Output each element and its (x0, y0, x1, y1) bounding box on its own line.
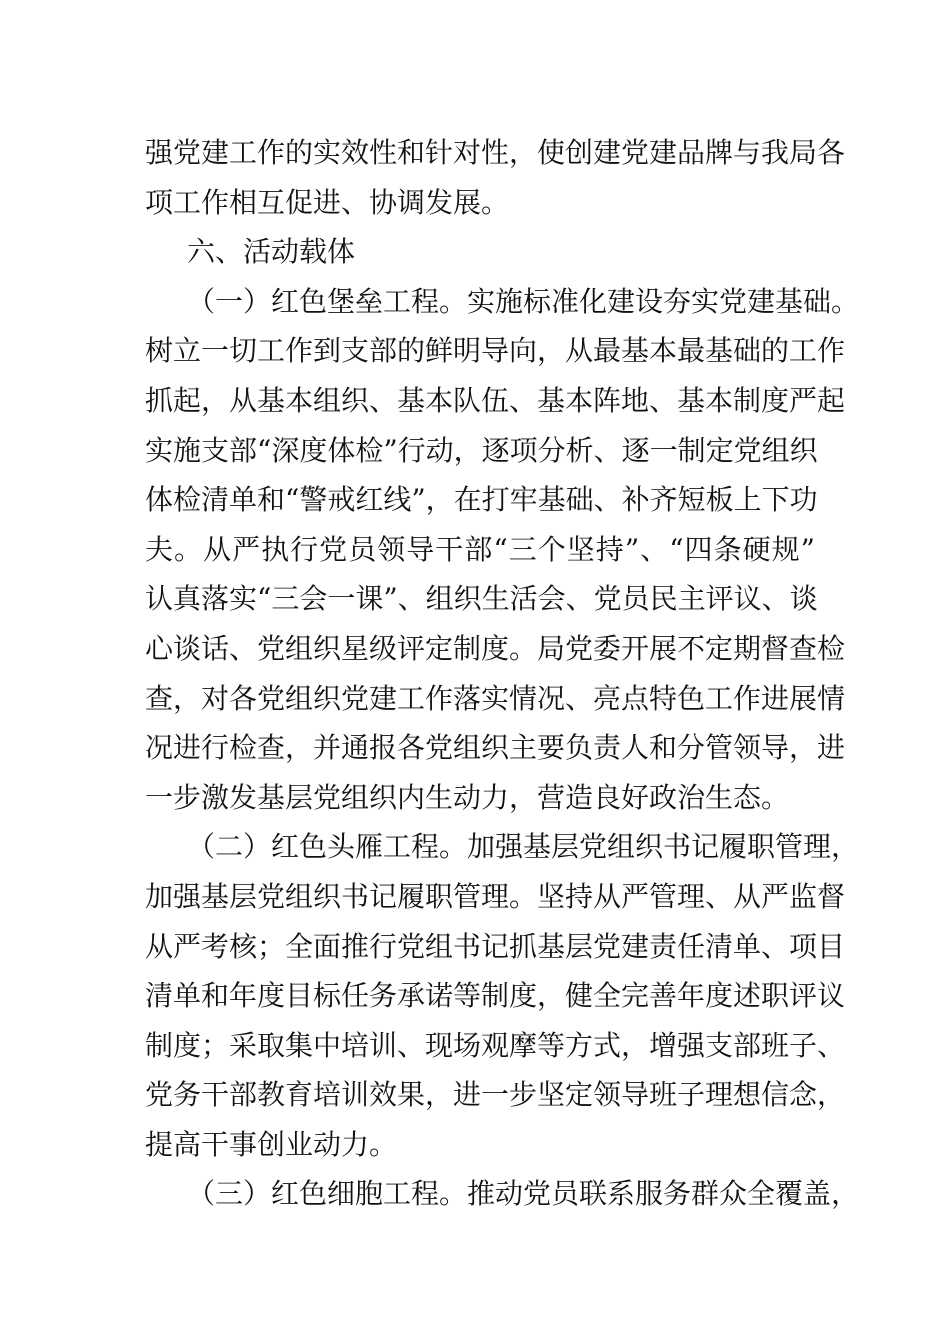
text-line: 体检清单和“警戒红线”，在打牢基础、补齐短板上下功 (145, 483, 818, 517)
text-line: 认真落实“三会一课”、组织生活会、党员民主评议、谈 (145, 582, 818, 616)
text-line: 党务干部教育培训效果，进一步坚定领导班子理想信念， (145, 1078, 846, 1112)
text-line: 夫。从严执行党员领导干部“三个坚持”、“四条硬规” (145, 532, 815, 566)
text-line: 加强基层党组织书记履职管理。坚持从严管理、从严监督 (145, 879, 846, 913)
text-line: 况进行检查，并通报各党组织主要负责人和分管领导，进 (145, 731, 846, 765)
text-line: 树立一切工作到支部的鲜明导向，从最基本最基础的工作 (145, 334, 846, 368)
text-line: 一步激发基层党组织内生动力，营造良好政治生态。 (145, 780, 790, 814)
text-line: 实施支部“深度体检”行动，逐项分析、逐一制定党组织 (145, 433, 818, 467)
document-body (145, 128, 860, 1219)
subsection-heading-line: （一）红色堡垒工程。实施标准化建设夯实党建基础。 (187, 284, 860, 318)
text-line: 提高干事创业动力。 (145, 1127, 398, 1161)
text-line: 强党建工作的实效性和针对性，使创建党建品牌与我局各 (145, 136, 846, 169)
text-line: 查，对各党组织党建工作落实情况、亮点特色工作进展情 (145, 681, 846, 715)
text-line: 制度；采取集中培训、现场观摩等方式，增强支部班子、 (145, 1028, 846, 1062)
subsection-heading-line: （二）红色头雁工程。加强基层党组织书记履职管理， (187, 830, 860, 864)
text-line: 抓起，从基本组织、基本队伍、基本阵地、基本制度严起 (145, 383, 846, 417)
subsection-heading-line: （三）红色细胞工程。推动党员联系服务群众全覆盖， (187, 1177, 860, 1211)
text-line: 清单和年度目标任务承诺等制度，健全完善年度述职评议 (145, 979, 846, 1013)
text-line: 项工作相互促进、协调发展。 (145, 185, 510, 219)
section-heading: 六、活动载体 (187, 235, 356, 269)
text-line: 从严考核；全面推行党组书记抓基层党建责任清单、项目 (145, 929, 846, 963)
text-line: 心谈话、党组织星级评定制度。局党委开展不定期督查检 (145, 631, 846, 665)
